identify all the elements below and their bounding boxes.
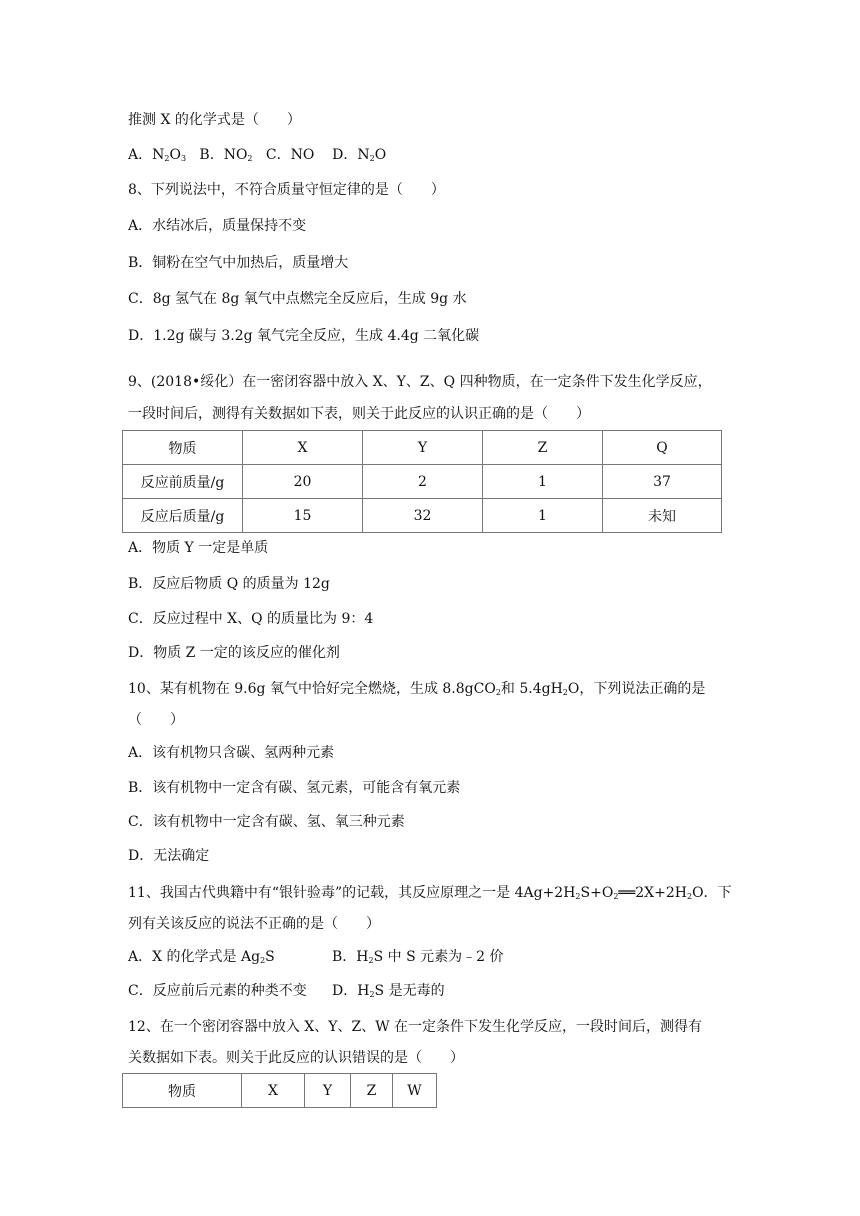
table-cell: Y bbox=[363, 431, 483, 465]
question-8-stem: 8、下列说法中，不符合质量守恒定律的是（ ） bbox=[128, 182, 445, 198]
question-11-stem-line1: 11、我国古代典籍中有“银针验毒”的记载，其反应原理之一是 $4Ag+2H_2S+O_2══2X+2H_2O$．下 bbox=[128, 885, 732, 901]
option-c: C．NO bbox=[265, 147, 315, 163]
option-c: C．反应前后元素的种类不变 bbox=[128, 983, 307, 999]
table-cell: Z bbox=[351, 1074, 393, 1108]
option-d: D．$H_2S$ 是无毒的 bbox=[332, 983, 445, 999]
table-cell: 物质 bbox=[123, 431, 243, 465]
table-cell: 1 bbox=[483, 465, 603, 499]
option-a: A．X 的化学式是 $Ag_2S$ bbox=[128, 949, 275, 965]
question-9-option-b: B．反应后物质 Q 的质量为 12g bbox=[128, 576, 330, 592]
question-7-stem-tail: 推测 X 的化学式是（ ） bbox=[128, 112, 301, 128]
question-12-stem-line1: 12、在一个密闭容器中放入 X、Y、Z、W 在一定条件下发生化学反应，一段时间后，测得有 bbox=[128, 1019, 703, 1035]
question-10-option-a: A．该有机物只含碳、氢两种元素 bbox=[128, 745, 335, 761]
question-10-option-c: C．该有机物中一定含有碳、氢、氧三种元素 bbox=[128, 814, 405, 830]
table-cell: 反应前质量/g bbox=[123, 465, 243, 499]
question-10-option-b: B．该有机物中一定含有碳、氢元素，可能含有氧元素 bbox=[128, 780, 461, 796]
table-cell: 2 bbox=[363, 465, 483, 499]
table-cell: 未知 bbox=[603, 499, 722, 533]
question-10-stem-line2: （ ） bbox=[128, 712, 184, 728]
table-cell: Q bbox=[603, 431, 722, 465]
table-cell: W bbox=[393, 1074, 437, 1108]
table-cell: 1 bbox=[483, 499, 603, 533]
table-cell: 反应后质量/g bbox=[123, 499, 243, 533]
question-12-data-table bbox=[122, 1073, 437, 1108]
table-header-row bbox=[123, 431, 722, 465]
option-b: B．$NO_2$ bbox=[199, 147, 253, 163]
question-8-option-c: C．8g 氢气在 8g 氧气中点燃完全反应后，生成 9g 水 bbox=[128, 291, 467, 307]
table-cell: X bbox=[243, 431, 363, 465]
table-header-row bbox=[123, 1074, 437, 1108]
table-cell: 物质 bbox=[123, 1074, 242, 1108]
question-10-option-d: D．无法确定 bbox=[128, 848, 210, 864]
option-a: A．$N_2O_3$ bbox=[128, 147, 187, 163]
table-cell: 37 bbox=[603, 465, 722, 499]
question-11-stem-line2: 列有关该反应的说法不正确的是（ ） bbox=[128, 916, 380, 932]
table-row bbox=[123, 465, 722, 499]
table-cell: Y bbox=[305, 1074, 351, 1108]
question-9-option-c: C．反应过程中 X、Q 的质量比为 9：4 bbox=[128, 611, 374, 627]
question-12-stem-line2: 关数据如下表。则关于此反应的认识错误的是（ ） bbox=[128, 1050, 464, 1066]
question-11-options-row2 bbox=[128, 981, 445, 1001]
question-9-option-d: D．物质 Z 一定的该反应的催化剂 bbox=[128, 645, 340, 661]
question-11-options-row1 bbox=[128, 947, 503, 967]
question-8-option-d: D．1.2g 碳与 3.2g 氧气完全反应，生成 4.4g 二氧化碳 bbox=[128, 328, 480, 344]
table-cell: X bbox=[242, 1074, 305, 1108]
question-7-options bbox=[128, 145, 386, 165]
question-8-option-b: B．铜粉在空气中加热后，质量增大 bbox=[128, 255, 349, 271]
question-9-option-a: A．物质 Y 一定是单质 bbox=[128, 540, 269, 556]
table-cell: 20 bbox=[243, 465, 363, 499]
question-10-stem-line1: 10、某有机物在 9.6g 氧气中恰好完全燃烧，生成 8.8gCO$_2$和 $5.4gH_2O$，下列说法正确的是 bbox=[128, 681, 706, 697]
table-row bbox=[123, 499, 722, 533]
option-b: B．$H_2S$ 中 S 元素为﹣2 价 bbox=[332, 949, 504, 965]
table-cell: 32 bbox=[363, 499, 483, 533]
question-9-stem-line2: 一段时间后，测得有关数据如下表，则关于此反应的认识正确的是（ ） bbox=[128, 406, 590, 422]
question-9-data-table bbox=[122, 430, 722, 533]
question-8-option-a: A．水结冰后，质量保持不变 bbox=[128, 218, 307, 234]
table-cell: 15 bbox=[243, 499, 363, 533]
question-9-stem-line1: 9、(2018•绥化）在一密闭容器中放入 X、Y、Z、Q 四种物质，在一定条件下发生化学反应， bbox=[128, 374, 712, 390]
option-d: D．$N_2O$ bbox=[332, 147, 387, 163]
table-cell: Z bbox=[483, 431, 603, 465]
